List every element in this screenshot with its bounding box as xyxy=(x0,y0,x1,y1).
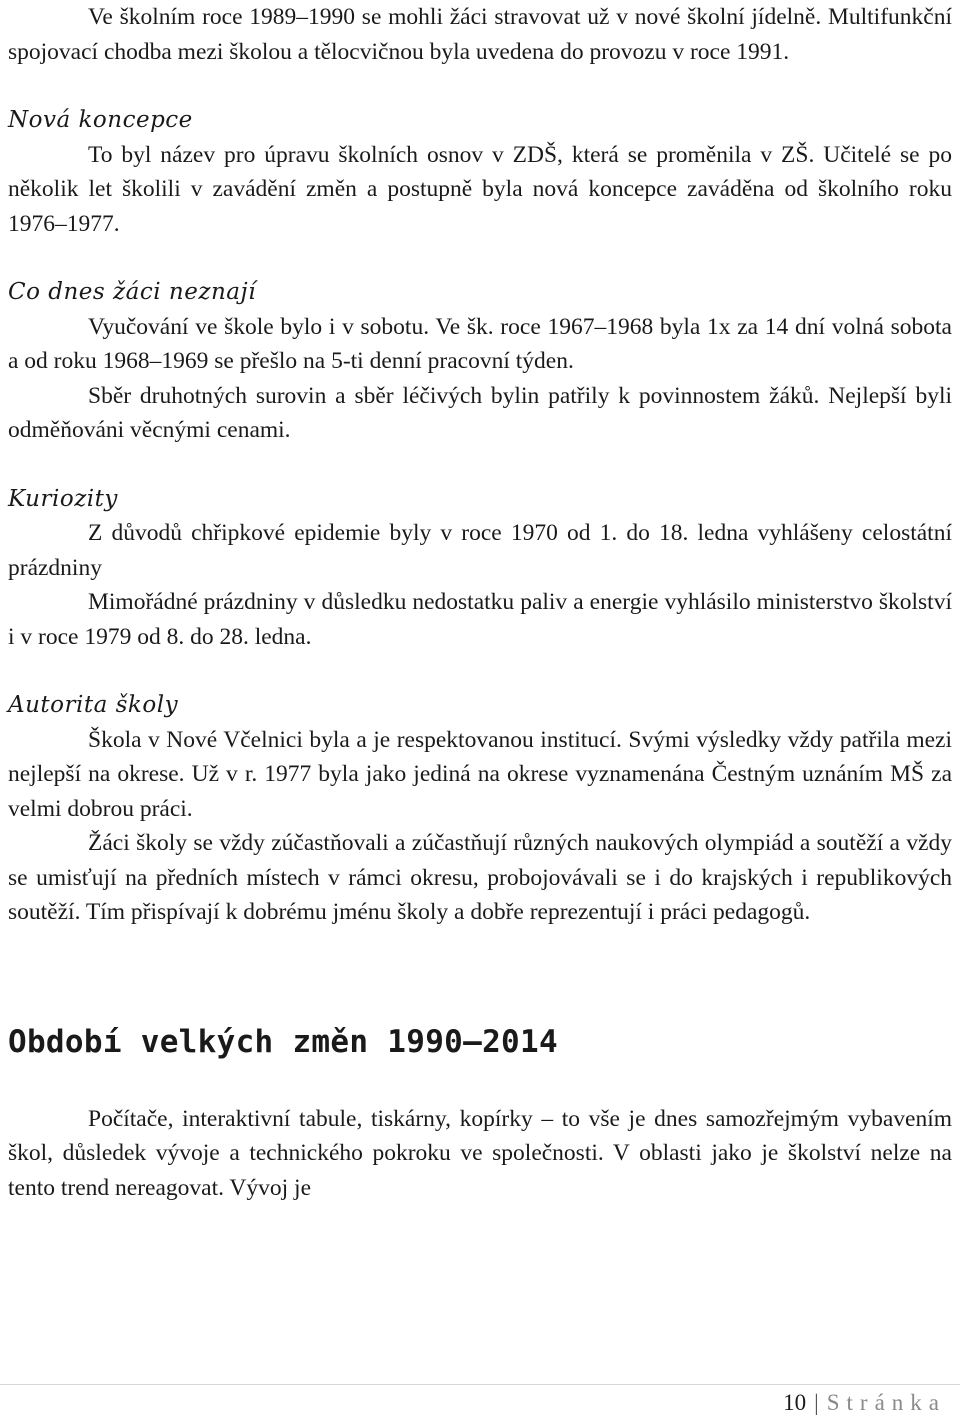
spacer xyxy=(8,69,952,103)
paragraph-kuriozity-1: Z důvodů chřipkové epidemie byly v roce 1970 od 1. do 18. ledna vyhlášeny celostátní prázdniny xyxy=(8,520,952,581)
section-heading-kuriozity: Kuriozity xyxy=(8,485,118,512)
paragraph-co-dnes-2: Sběr druhotných surovin a sběr léčivých bylin patřily k povinnostem žáků. Nejlepší byli odměňováni věcnými cenami. xyxy=(8,382,952,443)
spacer xyxy=(8,654,952,688)
footer-divider xyxy=(0,1384,960,1385)
section-heading-autorita: Autorita školy xyxy=(8,692,179,718)
paragraph-kuriozity-2: Mimořádné prázdniny v důsledku nedostatku paliv a energie vyhlásilo ministerstvo školství i v roce 1979 od 8. do 28. ledna. xyxy=(8,589,952,650)
spacer xyxy=(8,1062,952,1102)
paragraph-obdobi: Počítače, interaktivní tabule, tiskárny, kopírky – to vše je dnes samozřejmým vybavením škol, důsledek vývoje a technického pokroku ve společnosti. V oblasti jako je školství nelze na tento trend nereagovat. Vývoj je xyxy=(8,1105,952,1201)
spacer xyxy=(8,241,952,275)
section-heading-nova-koncepce: Nová koncepce xyxy=(8,107,193,133)
spacer xyxy=(8,930,952,1022)
paragraph-autorita-2: Žáci školy se vždy zúčastňovali a zúčastňují různých naukových olympiád a soutěží a vždy se umisťují na předních místech v rámci okresu, probojovávali se i do krajských i republikových soutěží. Tím přispívají k dobrému jménu školy a dobře reprezentují i práci pedagogů. xyxy=(8,830,952,925)
paragraph-autorita-1: Škola v Nové Včelnici byla a je respektovanou institucí. Svými výsledky vždy patřila mezi nejlepší na okrese. Už v r. 1977 byla jako jediná na okrese vyznamenána Čestným uznáním MŠ za velmi dobrou práci. xyxy=(8,726,952,822)
paragraph-co-dnes-1: Vyučování ve škole bylo i v sobotu. Ve šk. roce 1967–1968 byla 1x za 14 dní volná sobota a od roku 1968–1969 se přešlo na 5-ti denní pracovní týden. xyxy=(8,313,952,374)
spacer xyxy=(8,448,952,482)
page-word: Stránka xyxy=(826,1390,946,1415)
page-content xyxy=(8,0,952,1205)
page-footer xyxy=(783,1388,946,1418)
section-heading-co-dnes: Co dnes žáci neznají xyxy=(8,279,256,305)
chapter-heading-obdobi: Období velkých změn 1990–2014 xyxy=(8,1023,558,1060)
paragraph-nova-koncepce: To byl název pro úpravu školních osnov v ZDŠ, která se proměnila v ZŠ. Učitelé se po několik let školili v zavádění změn a postupně byla nová koncepce zaváděna od školního roku 1976–1977. xyxy=(8,141,952,237)
page-number: 10 xyxy=(783,1390,807,1415)
intro-paragraph: Ve školním roce 1989–1990 se mohli žáci stravovat už v nové školní jídelně. Multifunkční spojovací chodba mezi školou a tělocvičnou byla uvedena do provozu v roce 1991. xyxy=(8,4,952,65)
footer-separator: | xyxy=(814,1390,819,1415)
